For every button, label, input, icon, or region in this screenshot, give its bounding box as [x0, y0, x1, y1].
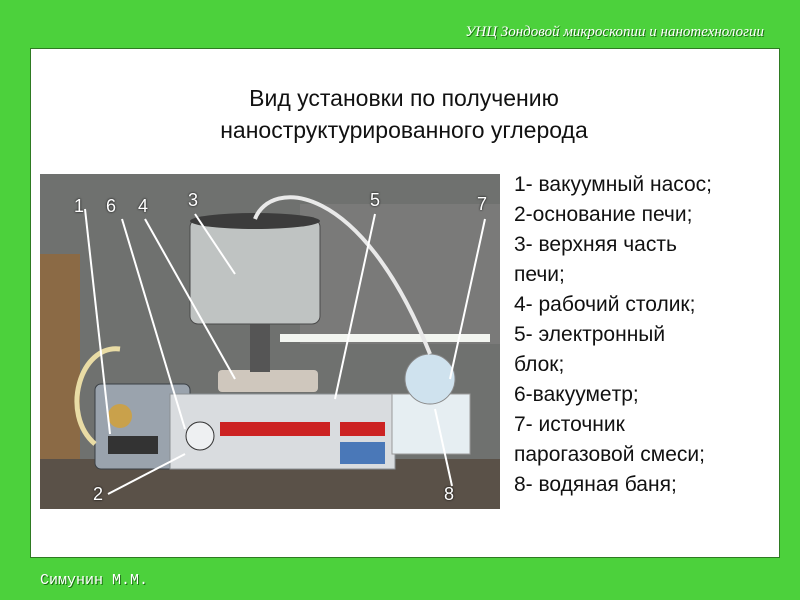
slide-title-line2: наноструктурированного углерода: [220, 117, 588, 143]
callout-label: 6: [106, 196, 117, 216]
legend-item: 2-основание печи;: [514, 203, 693, 226]
legend-item: 4- рабочий столик;: [514, 293, 696, 316]
callout-label: 8: [444, 484, 455, 504]
legend-item: 6-вакуумeтр;: [514, 383, 639, 406]
header-organization: УНЦ Зондовой микроскопии и нанотехнологии: [465, 24, 764, 40]
legend-item: 3- верхняя часть: [514, 233, 677, 256]
legend-item: парогазовой смеси;: [514, 443, 705, 466]
slide-title: [30, 82, 778, 146]
legend-item: 7- источник: [514, 413, 625, 436]
callout-label: 2: [93, 484, 104, 504]
callout-label: 1: [74, 196, 85, 216]
legend-item: 5- электронный: [514, 323, 666, 346]
callout-label: 7: [477, 194, 488, 214]
legend-list: [514, 170, 774, 500]
slide-title-line1: Вид установки по получению: [249, 85, 559, 111]
legend-item: 1- вакуумный насос;: [514, 173, 713, 196]
equipment-photo: [40, 174, 500, 509]
legend-item: 8- водяная баня;: [514, 473, 677, 496]
legend-item: печи;: [514, 263, 565, 286]
legend-item: блок;: [514, 353, 565, 376]
callout-label: 3: [188, 190, 199, 210]
callout-label: 4: [138, 196, 149, 216]
footer-author: Симунин М.М.: [40, 572, 149, 589]
equipment-illustration: [40, 174, 500, 509]
callout-label: 5: [370, 190, 381, 210]
